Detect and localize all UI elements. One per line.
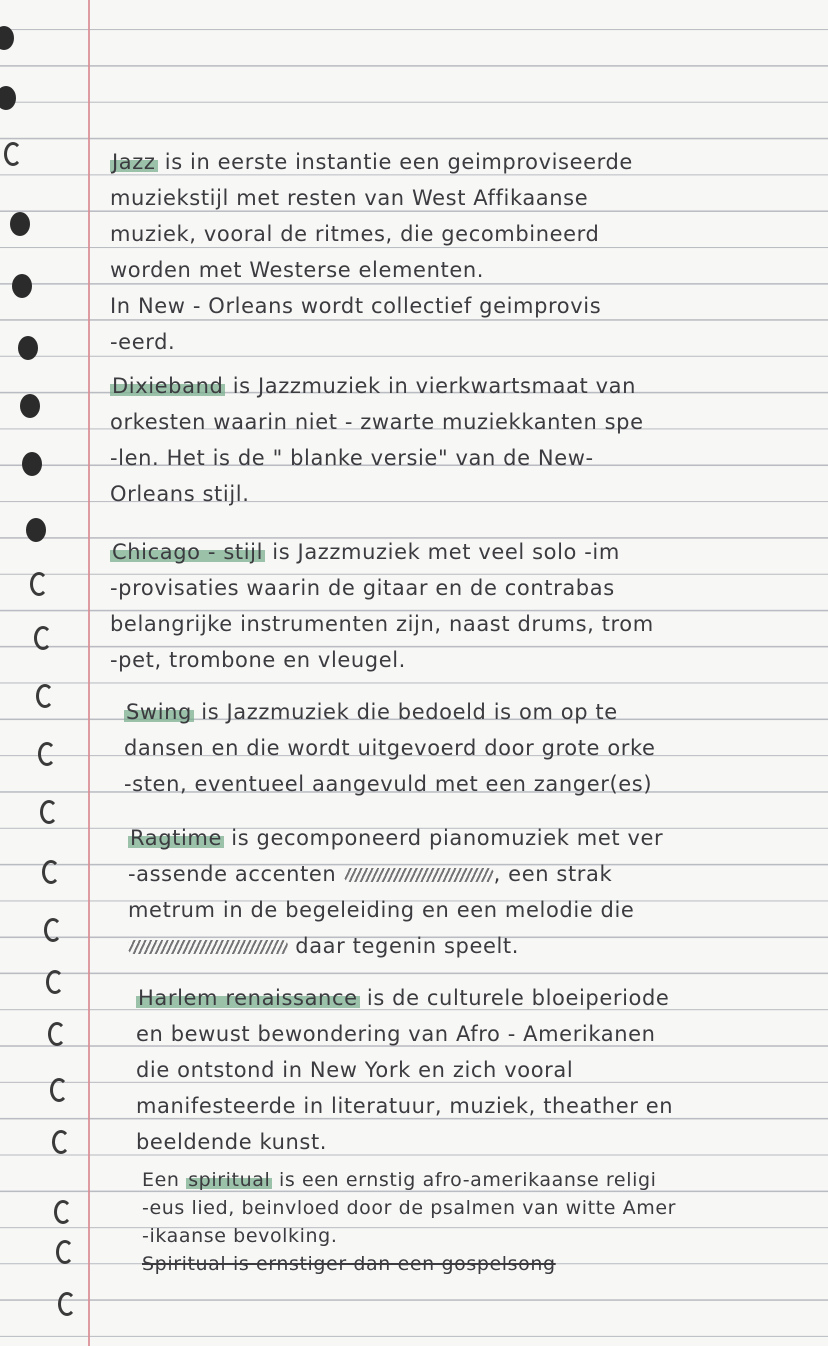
crossed-out-scribble [344,868,494,882]
note-line: Spiritual is ernstiger dan een gospelsong [142,1253,556,1275]
binder-ring [54,1200,72,1224]
binder-ring [36,684,54,708]
line-text: daar tegenin speelt. [295,934,520,958]
binder-ring [42,860,60,884]
binder-ring [38,742,56,766]
note-line: orkesten waarin niet - zwarte muziekkanten spe [110,410,644,434]
binder-hole [22,452,42,476]
note-line: In New - Orleans wordt collectief geimprovis [110,294,602,318]
binder-hole [12,274,32,298]
margin-line [88,0,90,1346]
note-line: dansen en die wordt uitgevoerd door grote orke [124,736,656,760]
binder-ring [4,142,22,166]
note-line: -eerd. [110,330,176,354]
binder-hole [26,518,46,542]
line-text: is Jazzmuziek met veel solo -im [272,540,620,564]
note-line [142,1166,818,1194]
term-ragtime: Ragtime [130,826,222,850]
note-line: Orleans stijl. [110,482,250,506]
note-line: beeldende kunst. [136,1130,328,1154]
note-dixieband [110,368,816,512]
note-line [110,534,816,570]
term-spiritual: spiritual [188,1169,271,1191]
binder-ring [44,918,62,942]
binder-ring [48,1022,66,1046]
note-line: -provisaties waarin de gitaar en de contrabas [110,576,615,600]
binder-ring [40,800,58,824]
binder-hole [0,26,14,50]
binder-ring [56,1240,74,1264]
note-line [124,694,828,730]
note-swing [124,694,828,802]
binder-hole [0,86,16,110]
term-chicago: Chicago - stijl [112,540,264,564]
line-text: is een ernstig afro-amerikaanse religi [278,1169,657,1191]
binder-ring [34,626,52,650]
note-line [128,820,828,856]
binder-hole [10,212,30,236]
note-line: -eus lied, beinvloed door de psalmen van witte Amer [142,1197,677,1219]
binder-hole [20,394,40,418]
note-ragtime [128,820,828,964]
note-line: -ikaanse bevolking. [142,1225,338,1247]
note-line: metrum in de begeleiding en een melodie die [128,898,635,922]
note-chicago [110,534,816,678]
note-line: worden met Westerse elementen. [110,258,485,282]
note-line: muziek, vooral de ritmes, die gecombineerd [110,222,600,246]
binder-ring [58,1292,76,1316]
note-line: -len. Het is de " blanke versie" van de New- [110,446,594,470]
note-spiritual [142,1166,818,1278]
binder-ring [30,572,48,596]
crossed-out-scribble [128,940,288,954]
note-line [128,856,828,892]
note-line [110,144,816,180]
note-line: die ontstond in New York en zich vooral [136,1058,574,1082]
line-text: is de culturele bloeiperiode [366,986,670,1010]
term-swing: Swing [126,700,192,724]
note-line [128,928,828,964]
binder-ring [46,970,64,994]
note-line: -pet, trombone en vleugel. [110,648,406,672]
term-dixieband: Dixieband [112,374,224,398]
note-line [110,368,816,404]
note-line: manifesteerde in literatuur, muziek, theather en [136,1094,674,1118]
line-text: , een strak [493,862,613,886]
note-line: en bewust bewondering van Afro - Amerikanen [136,1022,656,1046]
line-text: is in eerste instantie een geimproviseerde [164,150,633,174]
line-text: -assende accenten [128,862,337,886]
line-text: is gecomponeerd pianomuziek met ver [231,826,664,850]
binder-ring [52,1130,70,1154]
term-jazz: Jazz [112,150,156,174]
binder-ring [50,1078,68,1102]
note-line: -sten, eventueel aangevuld met een zanger(es) [124,772,653,796]
note-harlem [136,980,816,1160]
binder-hole [18,336,38,360]
note-line: belangrijke instrumenten zijn, naast drums, trom [110,612,654,636]
note-line: muziekstijl met resten van West Affikaanse [110,186,589,210]
line-text: is Jazzmuziek die bedoeld is om op te [201,700,618,724]
note-jazz [110,144,816,360]
term-harlem: Harlem renaissance [138,986,358,1010]
line-text: is Jazzmuziek in vierkwartsmaat van [232,374,637,398]
line-text: Een [142,1169,180,1191]
note-line [136,980,816,1016]
